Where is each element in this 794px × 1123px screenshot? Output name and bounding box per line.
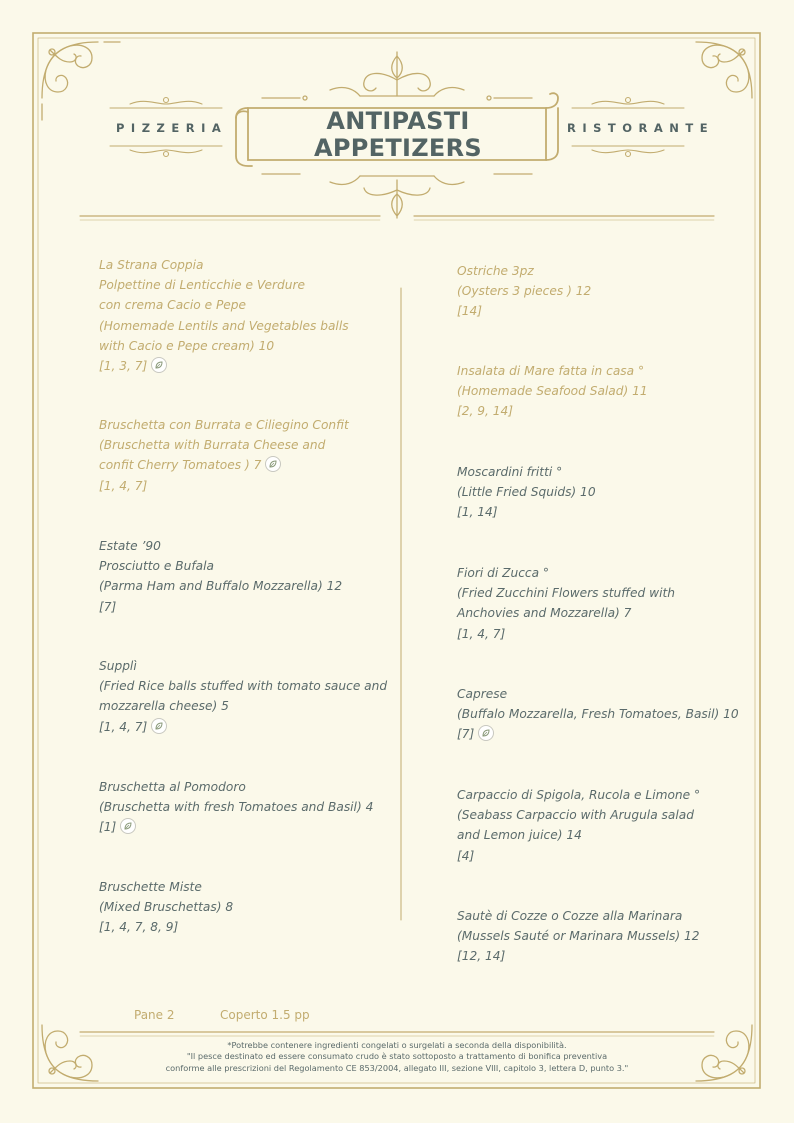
dish-description: (Oysters 3 pieces ) 12 [457,284,592,299]
dish-name: Insalata di Mare fatta in casa ° [457,364,645,378]
dish-description: [14] [457,304,483,319]
dish-description: with Cacio e Pepe cream) 10 [99,338,275,353]
dish-name: Sautè di Cozze o Cozze alla Marinara [457,909,683,923]
dish-description: (Little Fried Squids) 10 [457,485,596,500]
dish-description: (Fried Rice balls stuffed with tomato sauce and [99,679,388,694]
dish-description: Polpettine di Lenticchie e Verdure [99,278,305,293]
menu-item [457,563,787,644]
menu-item [457,261,787,322]
dish-description: Anchovies and Mozzarella) 7 [457,606,632,621]
dish-description: mozzarella cheese) 5 [99,699,229,714]
pizzeria-label: PIZZERIA [116,121,228,135]
dish-description: (Mussels Sauté or Marinara Mussels) 12 [457,929,700,944]
dish-description: [7] [457,724,787,744]
menu-item [99,415,429,496]
dish-name: Bruschetta con Burrata e Ciliegino Confit [99,418,349,432]
dish-description: [12, 14] [457,949,506,964]
dish-description: (Homemade Seafood Salad) 11 [457,384,648,399]
dish-description: (Mixed Bruschettas) 8 [99,900,234,915]
dish-name: Moscardini fritti ° [457,465,563,479]
vegetarian-leaf-icon [120,818,136,834]
menu-item [99,255,429,376]
dish-description: [1] [99,817,429,837]
footer-note-line: *Potrebbe contenere ingredienti congelati o surgelati a seconda della disponibilità. [227,1040,567,1050]
dish-description: and Lemon juice) 14 [457,828,582,843]
vegetarian-leaf-icon [151,357,167,373]
dish-name: La Strana Coppia [99,258,204,272]
dish-description: (Seabass Carpaccio with Arugula salad [457,808,694,823]
menu-item [99,656,429,737]
dish-description: (Bruschetta with fresh Tomatoes and Basil) 4 [99,800,374,815]
dish-description: [4] [457,848,475,863]
dish-description: [7] [99,599,117,614]
dish-description: Prosciutto e Bufala [99,559,214,574]
dish-description: (Buffalo Mozzarella, Fresh Tomatoes, Basil) 10 [457,707,739,722]
bread-price: Pane 2 [134,1008,175,1022]
menu-item [457,462,787,523]
dish-description: [1, 4, 7, 8, 9] [99,920,179,935]
menu-item [457,684,787,745]
dish-description: [2, 9, 14] [457,404,514,419]
menu-item [99,536,429,617]
dish-name: Caprese [457,687,508,701]
dish-name: Bruschetta al Pomodoro [99,780,246,794]
dish-description: [1, 4, 7] [99,717,429,737]
vegetarian-leaf-icon [265,456,281,472]
dish-description: (Parma Ham and Buffalo Mozzarella) 12 [99,579,343,594]
menu-item [99,777,429,838]
dish-description: (Fried Zucchini Flowers stuffed with [457,586,676,601]
dish-description: (Homemade Lentils and Vegetables balls [99,318,349,333]
footer-note-line: "Il pesce destinato ed essere consumato crudo è stato sottoposto a trattamento di bonifica preventiva [186,1051,608,1062]
footer-notes [90,1040,704,1074]
dish-description: [1, 3, 7] [99,356,429,376]
vegetarian-leaf-icon [478,725,494,741]
menu-item [99,877,429,938]
dish-description: [1, 4, 7] [457,626,506,641]
menu-item [457,785,787,866]
footer-note-line: conforme alle prescrizioni del Regolamento CE 853/2004, allegato III, sezione VIII, capitolo 3, lettera D, punto 3." [165,1062,629,1073]
dish-name: Estate ’90 [99,539,161,553]
ristorante-label: RISTORANTE [567,121,715,135]
title-banner [250,108,546,162]
vegetarian-leaf-icon [151,718,167,734]
menu-item [457,361,787,422]
dish-name: Fiori di Zucca ° [457,566,550,580]
menu-item [457,906,787,967]
dish-description: [1, 4, 7] [99,478,148,493]
dish-description: con crema Cacio e Pepe [99,298,247,313]
dish-name: Supplì [99,659,137,673]
page-subtitle: APPETIZERS [313,134,482,162]
dish-name: Carpaccio di Spigola, Rucola e Limone ° [457,788,701,802]
page-title: ANTIPASTI [326,107,470,135]
cover-charge: Coperto 1.5 pp [220,1008,310,1022]
dish-description: [1, 14] [457,505,498,520]
dish-name: Ostriche 3pz [457,264,534,278]
dish-description: confit Cherry Tomatoes ) 7 [99,455,429,475]
dish-name: Bruschette Miste [99,880,202,894]
dish-description: (Bruschetta with Burrata Cheese and [99,438,326,453]
